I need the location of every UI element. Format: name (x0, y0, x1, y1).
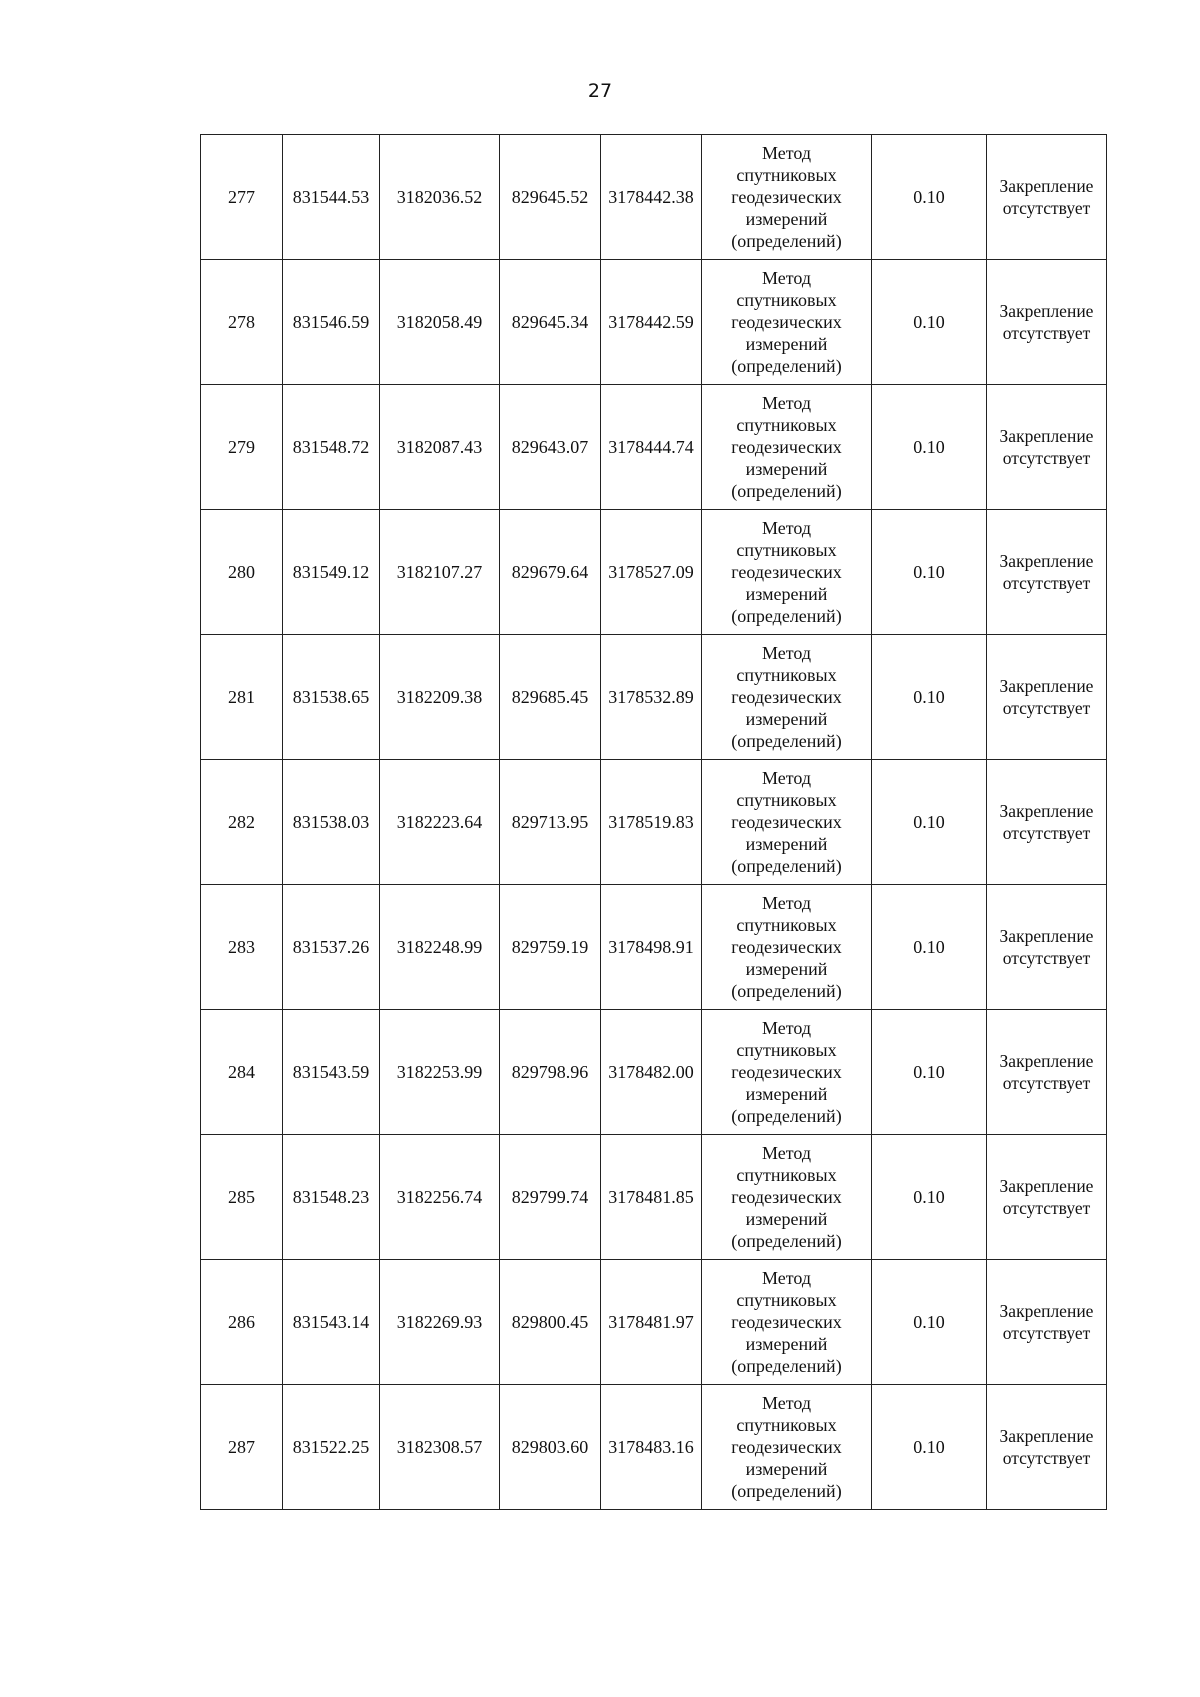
point-number-cell: 283 (201, 885, 283, 1010)
method-line: спутниковых (736, 1040, 837, 1060)
x-coordinate-cell-2: 829679.64 (500, 510, 601, 635)
fixing-description-cell (987, 1260, 1107, 1385)
x-coordinate-cell-2: 829799.74 (500, 1135, 601, 1260)
point-number-cell: 285 (201, 1135, 283, 1260)
table-row (201, 1385, 1107, 1510)
method-line: геодезических (731, 812, 842, 832)
fixing-line: Закрепление (999, 176, 1094, 196)
accuracy-cell: 0.10 (872, 1385, 987, 1510)
accuracy-cell: 0.10 (872, 510, 987, 635)
y-coordinate-cell-2: 3178481.85 (601, 1135, 702, 1260)
point-number-cell: 278 (201, 260, 283, 385)
fixing-description-cell (987, 510, 1107, 635)
fixing-line: Закрепление (999, 1301, 1094, 1321)
x-coordinate-cell-2: 829643.07 (500, 385, 601, 510)
x-coordinate-cell: 831543.14 (283, 1260, 380, 1385)
fixing-line: Закрепление (999, 1051, 1094, 1071)
x-coordinate-cell: 831548.72 (283, 385, 380, 510)
page-number: 27 (587, 80, 613, 102)
fixing-line: отсутствует (1002, 573, 1091, 593)
x-coordinate-cell: 831546.59 (283, 260, 380, 385)
method-line: (определений) (731, 731, 842, 751)
method-line: геодезических (731, 312, 842, 332)
accuracy-cell: 0.10 (872, 135, 987, 260)
y-coordinate-cell: 3182269.93 (380, 1260, 500, 1385)
x-coordinate-cell: 831538.03 (283, 760, 380, 885)
table-row (201, 510, 1107, 635)
fixing-description-cell (987, 135, 1107, 260)
method-cell (702, 760, 872, 885)
fixing-line: Закрепление (999, 1426, 1094, 1446)
fixing-line: отсутствует (1002, 948, 1091, 968)
table-row (201, 260, 1107, 385)
x-coordinate-cell-2: 829798.96 (500, 1010, 601, 1135)
accuracy-cell: 0.10 (872, 1135, 987, 1260)
x-coordinate-cell-2: 829645.52 (500, 135, 601, 260)
method-line: геодезических (731, 687, 842, 707)
method-line: измерений (745, 334, 828, 354)
y-coordinate-cell-2: 3178442.59 (601, 260, 702, 385)
method-line: геодезических (731, 562, 842, 582)
x-coordinate-cell-2: 829645.34 (500, 260, 601, 385)
method-cell (702, 385, 872, 510)
y-coordinate-cell: 3182209.38 (380, 635, 500, 760)
method-line: спутниковых (736, 665, 837, 685)
x-coordinate-cell: 831522.25 (283, 1385, 380, 1510)
fixing-description-cell (987, 385, 1107, 510)
method-line: спутниковых (736, 290, 837, 310)
x-coordinate-cell-2: 829713.95 (500, 760, 601, 885)
accuracy-cell: 0.10 (872, 1260, 987, 1385)
method-cell (702, 885, 872, 1010)
method-line: спутниковых (736, 540, 837, 560)
accuracy-cell: 0.10 (872, 385, 987, 510)
method-line: (определений) (731, 1356, 842, 1376)
method-line: спутниковых (736, 1415, 837, 1435)
method-line: (определений) (731, 981, 842, 1001)
method-line: геодезических (731, 1437, 842, 1457)
point-number-cell: 277 (201, 135, 283, 260)
fixing-description-cell (987, 1135, 1107, 1260)
fixing-description-cell (987, 260, 1107, 385)
point-number-cell: 282 (201, 760, 283, 885)
fixing-line: Закрепление (999, 676, 1094, 696)
coordinates-table (200, 134, 1107, 1510)
method-line: измерений (745, 1084, 828, 1104)
x-coordinate-cell: 831538.65 (283, 635, 380, 760)
fixing-line: Закрепление (999, 426, 1094, 446)
point-number-cell: 281 (201, 635, 283, 760)
method-cell (702, 1135, 872, 1260)
method-line: спутниковых (736, 915, 837, 935)
method-line: геодезических (731, 1187, 842, 1207)
method-line: Метод (761, 768, 812, 788)
method-line: измерений (745, 459, 828, 479)
method-line: спутниковых (736, 790, 837, 810)
y-coordinate-cell: 3182256.74 (380, 1135, 500, 1260)
method-line: Метод (761, 268, 812, 288)
fixing-line: Закрепление (999, 551, 1094, 571)
y-coordinate-cell: 3182058.49 (380, 260, 500, 385)
method-line: измерений (745, 834, 828, 854)
fixing-line: отсутствует (1002, 1073, 1091, 1093)
method-line: измерений (745, 1334, 828, 1354)
y-coordinate-cell-2: 3178532.89 (601, 635, 702, 760)
fixing-line: отсутствует (1002, 323, 1091, 343)
fixing-line: Закрепление (999, 801, 1094, 821)
method-cell (702, 635, 872, 760)
x-coordinate-cell: 831549.12 (283, 510, 380, 635)
fixing-line: отсутствует (1002, 1448, 1091, 1468)
table-row (201, 635, 1107, 760)
method-line: Метод (761, 893, 812, 913)
x-coordinate-cell-2: 829685.45 (500, 635, 601, 760)
method-line: измерений (745, 709, 828, 729)
table-row (201, 760, 1107, 885)
y-coordinate-cell: 3182308.57 (380, 1385, 500, 1510)
point-number-cell: 279 (201, 385, 283, 510)
method-line: Метод (761, 643, 812, 663)
y-coordinate-cell-2: 3178519.83 (601, 760, 702, 885)
fixing-line: Закрепление (999, 926, 1094, 946)
method-line: Метод (761, 518, 812, 538)
fixing-line: отсутствует (1002, 1323, 1091, 1343)
x-coordinate-cell-2: 829800.45 (500, 1260, 601, 1385)
point-number-cell: 280 (201, 510, 283, 635)
x-coordinate-cell-2: 829803.60 (500, 1385, 601, 1510)
y-coordinate-cell: 3182248.99 (380, 885, 500, 1010)
y-coordinate-cell-2: 3178527.09 (601, 510, 702, 635)
y-coordinate-cell-2: 3178442.38 (601, 135, 702, 260)
y-coordinate-cell-2: 3178483.16 (601, 1385, 702, 1510)
x-coordinate-cell: 831544.53 (283, 135, 380, 260)
fixing-description-cell (987, 1385, 1107, 1510)
method-line: геодезических (731, 937, 842, 957)
fixing-description-cell (987, 635, 1107, 760)
x-coordinate-cell: 831537.26 (283, 885, 380, 1010)
method-cell (702, 135, 872, 260)
method-line: спутниковых (736, 1290, 837, 1310)
accuracy-cell: 0.10 (872, 260, 987, 385)
fixing-line: отсутствует (1002, 198, 1091, 218)
method-line: спутниковых (736, 165, 837, 185)
point-number-cell: 286 (201, 1260, 283, 1385)
method-line: (определений) (731, 606, 842, 626)
accuracy-cell: 0.10 (872, 760, 987, 885)
fixing-description-cell (987, 760, 1107, 885)
method-line: измерений (745, 1209, 828, 1229)
method-line: (определений) (731, 231, 842, 251)
method-line: Метод (761, 143, 812, 163)
method-line: измерений (745, 1459, 828, 1479)
method-line: спутниковых (736, 1165, 837, 1185)
method-line: Метод (761, 393, 812, 413)
method-line: Метод (761, 1143, 812, 1163)
x-coordinate-cell-2: 829759.19 (500, 885, 601, 1010)
point-number-cell: 287 (201, 1385, 283, 1510)
method-line: геодезических (731, 1062, 842, 1082)
table-row (201, 135, 1107, 260)
method-cell (702, 1010, 872, 1135)
fixing-line: отсутствует (1002, 1198, 1091, 1218)
table-row (201, 1260, 1107, 1385)
y-coordinate-cell: 3182087.43 (380, 385, 500, 510)
method-line: геодезических (731, 187, 842, 207)
method-line: Метод (761, 1018, 812, 1038)
fixing-line: Закрепление (999, 1176, 1094, 1196)
fixing-line: Закрепление (999, 301, 1094, 321)
y-coordinate-cell-2: 3178444.74 (601, 385, 702, 510)
x-coordinate-cell: 831548.23 (283, 1135, 380, 1260)
table-row (201, 385, 1107, 510)
point-number-cell: 284 (201, 1010, 283, 1135)
y-coordinate-cell-2: 3178481.97 (601, 1260, 702, 1385)
method-line: (определений) (731, 481, 842, 501)
accuracy-cell: 0.10 (872, 885, 987, 1010)
y-coordinate-cell: 3182253.99 (380, 1010, 500, 1135)
method-line: Метод (761, 1268, 812, 1288)
method-line: спутниковых (736, 415, 837, 435)
fixing-description-cell (987, 885, 1107, 1010)
table-body (201, 135, 1107, 1510)
fixing-line: отсутствует (1002, 698, 1091, 718)
table-row (201, 885, 1107, 1010)
y-coordinate-cell: 3182036.52 (380, 135, 500, 260)
method-line: Метод (761, 1393, 812, 1413)
accuracy-cell: 0.10 (872, 1010, 987, 1135)
method-cell (702, 1385, 872, 1510)
y-coordinate-cell: 3182107.27 (380, 510, 500, 635)
method-line: (определений) (731, 1106, 842, 1126)
method-cell (702, 1260, 872, 1385)
fixing-line: отсутствует (1002, 448, 1091, 468)
fixing-line: отсутствует (1002, 823, 1091, 843)
method-line: геодезических (731, 437, 842, 457)
method-line: (определений) (731, 856, 842, 876)
fixing-description-cell (987, 1010, 1107, 1135)
method-line: (определений) (731, 1481, 842, 1501)
y-coordinate-cell-2: 3178482.00 (601, 1010, 702, 1135)
x-coordinate-cell: 831543.59 (283, 1010, 380, 1135)
table-row (201, 1010, 1107, 1135)
method-line: (определений) (731, 356, 842, 376)
method-cell (702, 260, 872, 385)
method-line: геодезических (731, 1312, 842, 1332)
method-line: измерений (745, 959, 828, 979)
y-coordinate-cell-2: 3178498.91 (601, 885, 702, 1010)
y-coordinate-cell: 3182223.64 (380, 760, 500, 885)
accuracy-cell: 0.10 (872, 635, 987, 760)
table-row (201, 1135, 1107, 1260)
method-line: (определений) (731, 1231, 842, 1251)
method-cell (702, 510, 872, 635)
method-line: измерений (745, 584, 828, 604)
method-line: измерений (745, 209, 828, 229)
